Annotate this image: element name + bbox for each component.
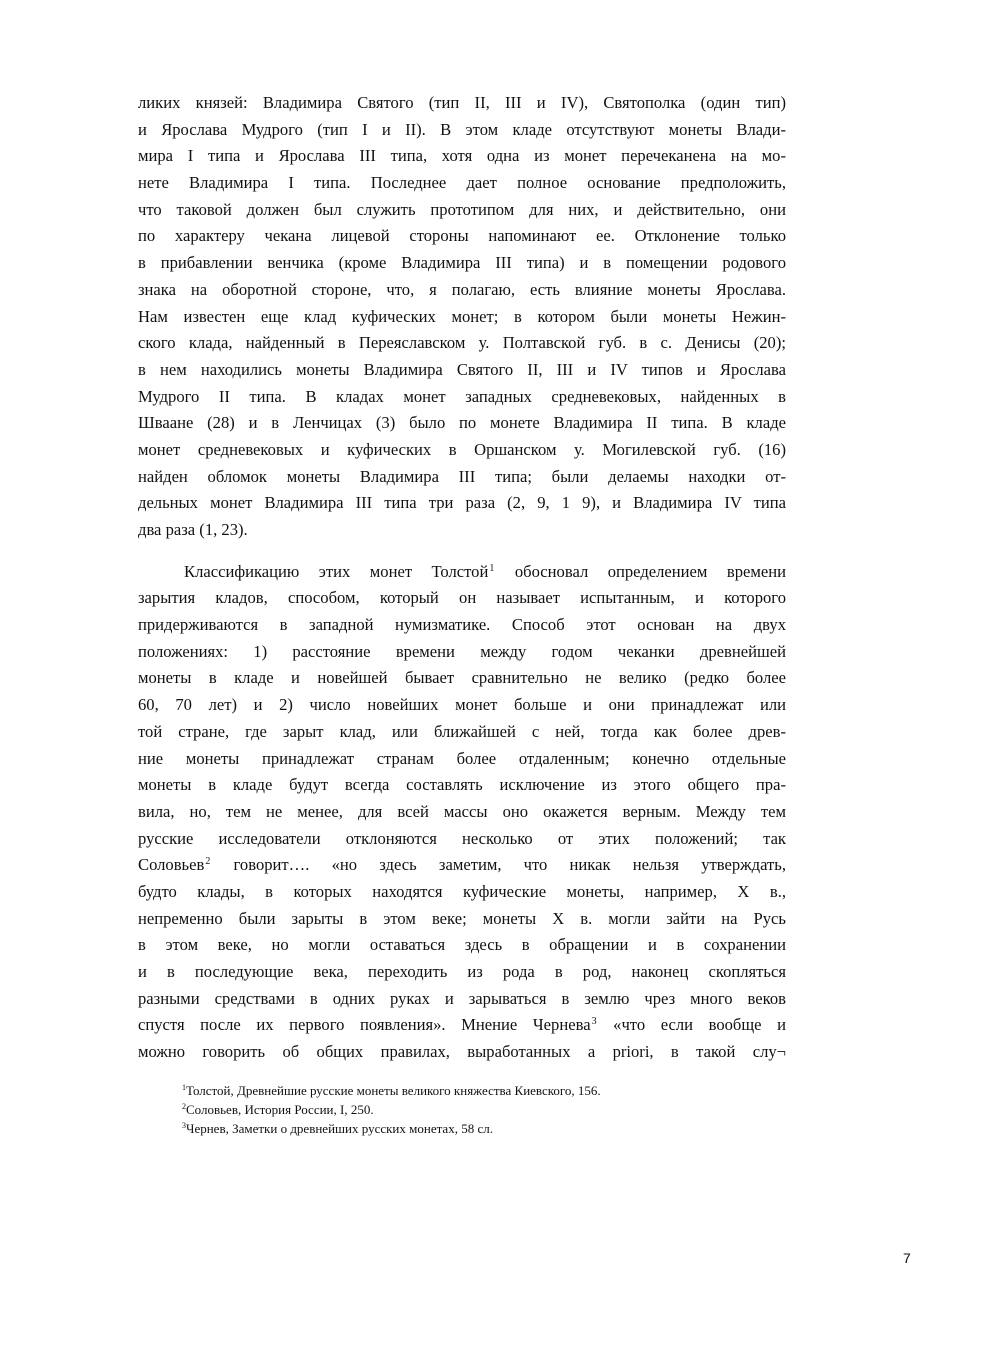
text-segment: спустя после их первого появления». Мнение Чернева: [138, 1015, 591, 1035]
text-segment: говорит…. «но здесь заметим, что никак нельзя утверждать,: [211, 855, 786, 875]
text-line: знака на оборотной стороне, что, я полагаю, есть влияние монеты Ярослава.: [138, 279, 786, 299]
text-line: и в последующие века, переходить из рода в род, наконец скопляться: [138, 962, 786, 981]
text-line: в нем находились монеты Владимира Святого II, III и IV типов и Ярослава: [138, 359, 786, 379]
footnote-ref[interactable]: 2: [205, 856, 211, 868]
text-line: монеты в кладе и новейшей бывает сравнительно не велико (редко более: [138, 668, 786, 688]
text-line: положениях: 1) расстояние времени между годом чеканки древнейшей: [138, 641, 786, 661]
text-line: Нам известен еще клад куфических монет; в котором были монеты Нежин-: [138, 306, 786, 326]
text-line: [138, 852, 786, 879]
text-line: ликих князей: Владимира Святого (тип II, III и IV), Святополка (один тип): [138, 93, 786, 112]
text-line: будто клады, в которых находятся куфические монеты, например, X в.,: [138, 881, 786, 901]
body-text: [138, 90, 786, 1066]
paragraph-2: [138, 559, 786, 1066]
text-line: [138, 1012, 786, 1039]
footnote-mark: 2: [182, 1102, 186, 1111]
footnote-mark: 3: [182, 1121, 186, 1130]
text-line: Мудрого II типа. В кладах монет западных средневековых, найденных в: [138, 386, 786, 406]
text-line: Шваане (28) и в Ленчицах (3) было по монете Владимира II типа. В кладе: [138, 413, 786, 433]
text-line: той стране, где зарыт клад, или ближайшей с ней, тогда как более древ-: [138, 721, 786, 741]
text-line: по характеру чекана лицевой стороны напоминают ее. Отклонение только: [138, 226, 786, 246]
text-line: дельных монет Владимира III типа три раза (2, 9, 1 9), и Владимира IV типа: [138, 493, 786, 513]
paragraph-1: [138, 90, 786, 544]
text-line: монеты в кладе будут всегда составлять исключение из этого общего пра-: [138, 775, 786, 795]
text-segment: обосновал определением времени: [495, 561, 787, 581]
text-line: [138, 559, 786, 586]
text-line: два раза (1, 23).: [138, 520, 248, 539]
text-line: что таковой должен был служить прототипом для них, и действительно, они: [138, 199, 786, 219]
text-line: придерживаются в западной нумизматике. Способ этот основан на двух: [138, 615, 786, 635]
footnote-mark: 1: [182, 1083, 186, 1092]
text-line: зарытия кладов, способом, который он называет испытанным, и которого: [138, 588, 786, 608]
text-line: найден обломок монеты Владимира III типа; были делаемы находки от-: [138, 466, 786, 486]
text-line: можно говорить об общих правилах, выработанных a priori, в такой слу¬: [138, 1042, 786, 1062]
text-line: монет средневековых и куфических в Оршанском у. Могилевской губ. (16): [138, 439, 786, 459]
footnote-2: [182, 1100, 782, 1119]
text-line: нете Владимира I типа. Последнее дает полное основание предположить,: [138, 173, 786, 193]
text-line: 60, 70 лет) и 2) число новейших монет больше и они принадлежат или: [138, 695, 786, 715]
text-line: и Ярослава Мудрого (тип I и II). В этом кладе отсутствуют монеты Влади-: [138, 119, 786, 139]
text-line: в прибавлении венчика (кроме Владимира III типа) и в помещении родового: [138, 253, 786, 273]
footnote-3: [182, 1119, 782, 1138]
text-segment: «что если вообще и: [597, 1015, 786, 1035]
page-number: 7: [903, 1250, 911, 1266]
text-line: ского клада, найденный в Переяславском у. Полтавской губ. в с. Денисы (20);: [138, 333, 786, 353]
footnote-ref[interactable]: 1: [489, 562, 495, 574]
text-segment: Классификацию этих монет Толстой: [184, 561, 489, 581]
footnote-ref[interactable]: 3: [591, 1016, 597, 1028]
text-segment: Соловьев: [138, 855, 205, 875]
footnotes: [182, 1081, 782, 1138]
text-line: разными средствами в одних руках и зарываться в землю чрез много веков: [138, 988, 786, 1008]
text-line: ние монеты принадлежат странам более отдаленным; конечно отдельные: [138, 748, 786, 768]
text-line: мира I типа и Ярослава III типа, хотя одна из монет перечеканена на мо-: [138, 146, 786, 166]
text-line: русские исследователи отклоняются несколько от этих положений; так: [138, 828, 786, 848]
footnote-text: Толстой, Древнейшие русские монеты великого княжества Киевского, 156.: [186, 1083, 601, 1098]
text-line: непременно были зарыты в этом веке; монеты X в. могли зайти на Русь: [138, 908, 786, 928]
text-line: в этом веке, но могли оставаться здесь в обращении и в сохранении: [138, 935, 786, 955]
text-line: вила, но, тем не менее, для всей массы оно окажется верным. Между тем: [138, 801, 786, 821]
footnote-1: [182, 1081, 782, 1100]
footnote-text: Соловьев, История России, I, 250.: [186, 1102, 374, 1117]
footnote-text: Чернев, Заметки о древнейших русских монетах, 58 сл.: [186, 1121, 493, 1136]
